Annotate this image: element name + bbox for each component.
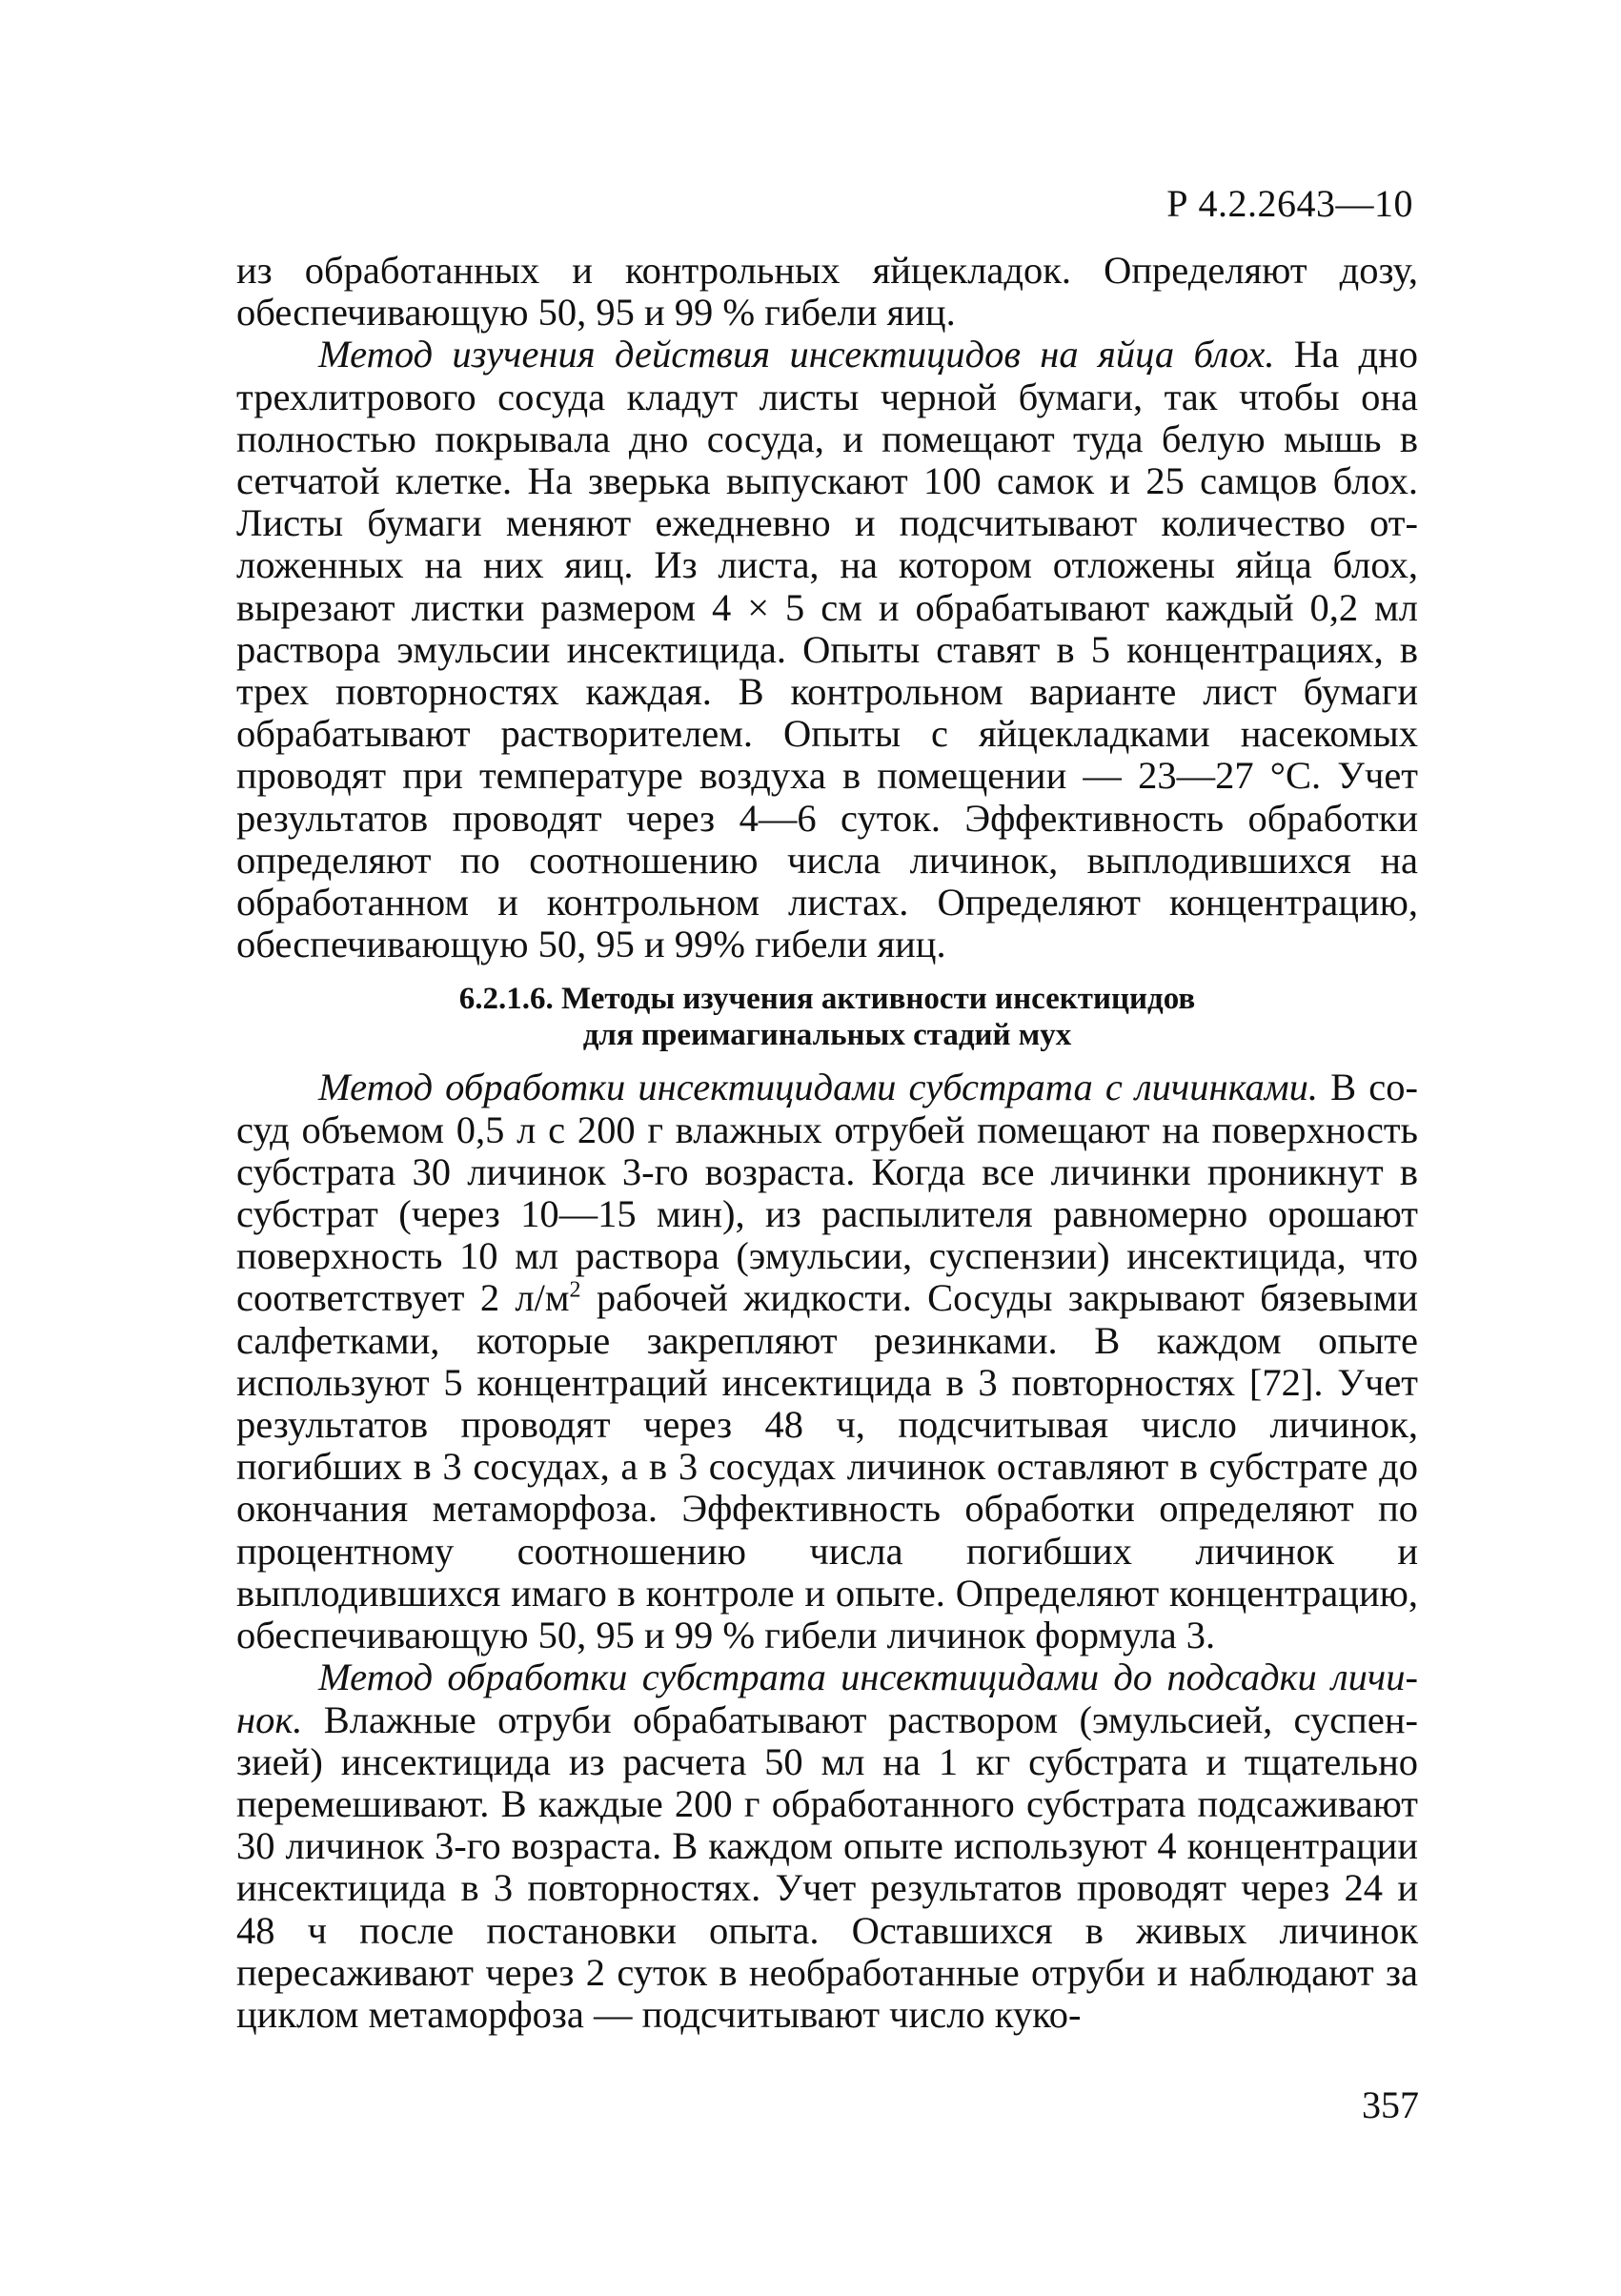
page-number: 357 [1362,2083,1419,2126]
paragraph-substrate-before-larvae-method [236,1656,1418,2036]
section-heading-line-1: 6.2.1.6. Методы изучения активности инсектицидов [458,982,1196,1017]
method-text-part-1: В сосуд объемом 0,5 л с 200 г влажных отрубей помещают на поверхность субстрата 30 личинок 3-го возраста. Когда все личинки проникнут в субстрат (через 10—15 мин), из распылителя равномерно орошают поверхность 10 мл раствора (эмульсии, суспензии) инсектицида, что соответствует 2 л/м [236,1066,1418,1320]
paragraph-flea-eggs-method [236,334,1418,965]
method-text-substrate-before-larvae: Влажные отруби обрабатывают раствором (эмульсией, суспензией) инсектицида из расчета 50 мл на 1 кг субстрата и тщательно перемешивают. В каждые 200 г обработанного субстрата подсаживают 30 личинок 3-го возраста. В каждом опыте используют 4 концентрации инсектицида в 3 повторностях. Учет результатов проводят через 24 и 48 ч после постановки опыта. Оставшихся в живых личинок пересаживают через 2 суток в необработанные отруби и наблюдают за циклом метаморфоза — подсчитывают число куко- [236,1697,1418,2036]
method-title-flea-eggs: Метод изучения действия инсектицидов на яйца блох. [318,333,1275,376]
paragraph-substrate-with-larvae-method [236,1067,1418,1656]
superscript-square: 2 [569,1277,581,1303]
method-title-substrate-before-larvae: Метод обработки субстрата инсектицидами до подсадки личинок. [236,1656,1418,1741]
section-heading-line-2: для преимагинальных стадий мух [582,1018,1072,1053]
section-heading [236,981,1418,1053]
method-text-flea-eggs: На дно трехлитрового сосуда кладут листы черной бумаги, так чтобы она полностью покрывала дно сосуда, и помещают туда белую мышь в сетчатой клетке. На зверька выпускают 100 самок и 25 самцов блох. Листы бумаги меняют ежедневно и подсчитывают количество отложенных на них яиц. Из листа, на котором отложены яйца блох, вырезают листки размером 4 × 5 см и обрабатывают каждый 0,2 мл раствора эмульсии инсектицида. Опыты ставят в 5 концентрациях, в трех повторностях каждая. В контрольном варианте лист бумаги обрабатывают растворителем. Опыты с яйцекладками насекомых проводят при температуре воздуха в помещении — 23—27 °С. Учет результатов проводят через 4—6 суток. Эффективность обработки определяют по соотношению числа личинок, выплодившихся на обработанном и контрольном листах. Определяют концентрацию, обеспечивающую 50, 95 и 99% гибели яиц. [236,333,1418,966]
page-body [236,250,1418,2036]
document-code: Р 4.2.2643—10 [1166,182,1413,225]
paragraph-continuation: из обработанных и контрольных яйцекладок. Определяют дозу, обеспечивающую 50, 95 и 99 % гибели яиц. [236,249,1418,335]
method-title-substrate-with-larvae: Метод обработки инсектицидами субстрата с личинками. [318,1066,1318,1109]
method-text-part-2: рабочей жидкости. Сосуды закрывают бязевыми салфетками, которые закрепляют резинками. В каждом опыте используют 5 концентраций инсектицида в 3 повторностях [72]. Учет результатов проводят через 48 ч, подсчитывая число личинок, погибших в 3 сосудах, а в 3 сосудах личинок оставляют в субстрате до окончания метаморфоза. Эффективность обработки определяют по процентному соотношению числа погибших личинок и выплодившихся имаго в контроле и опыте. Определяют концентрацию, обеспечивающую 50, 95 и 99 % гибели личинок формула 3. [236,1276,1418,1657]
